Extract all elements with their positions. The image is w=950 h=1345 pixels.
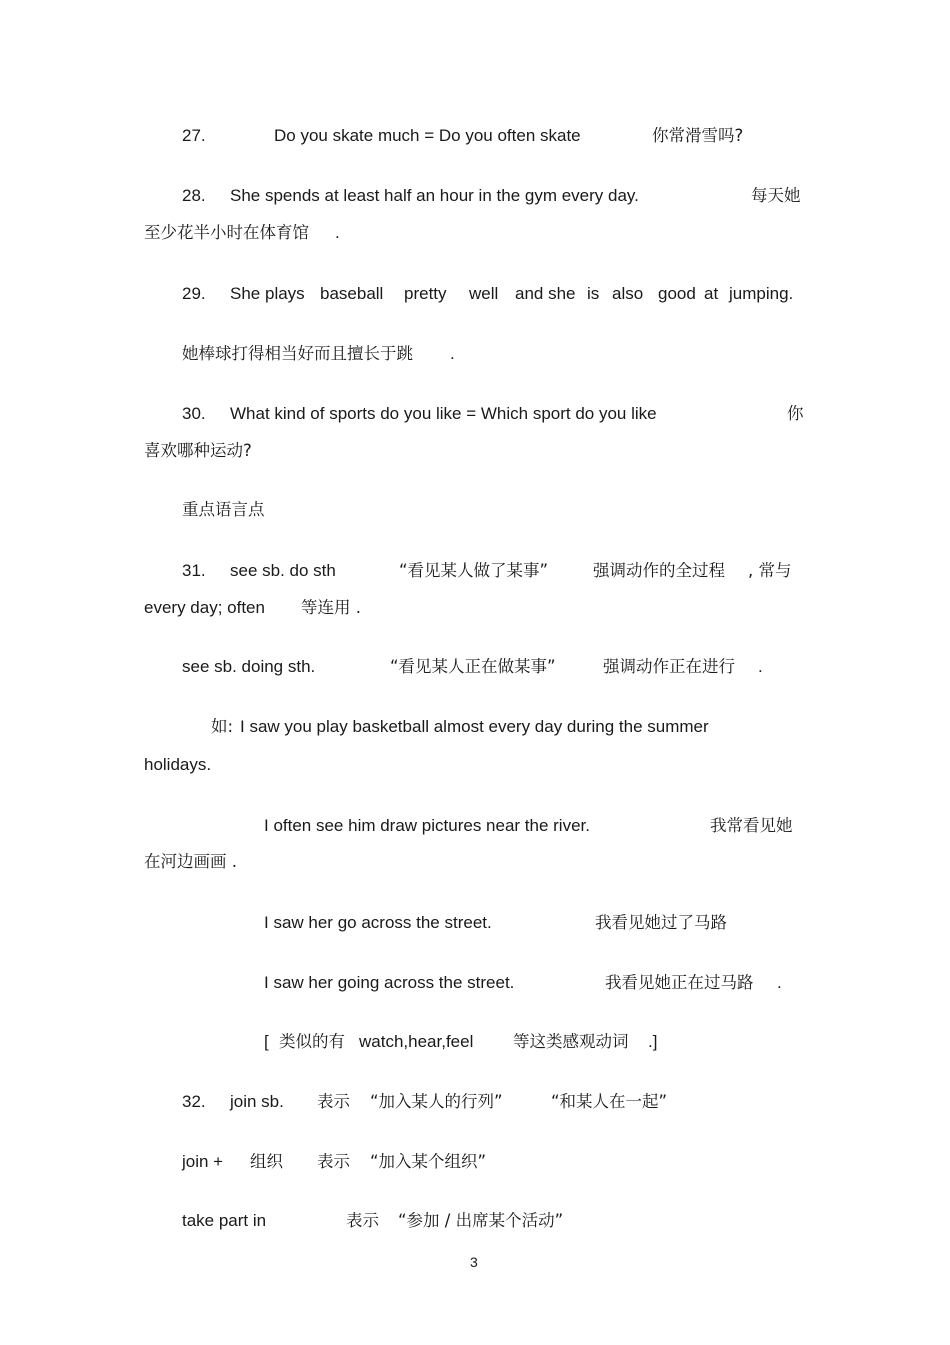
example-sentence-cont: holidays. xyxy=(144,755,212,774)
chinese-translation: 我看见她正在过马路 xyxy=(605,973,754,992)
phrase: join sb. xyxy=(230,1092,284,1111)
word: is xyxy=(587,284,600,303)
means-label: 表示 xyxy=(346,1211,379,1230)
bracket-verbs: watch,hear,feel xyxy=(359,1032,474,1051)
bracket-note: 等这类感观动词 xyxy=(513,1032,629,1051)
bracket-close: .] xyxy=(648,1032,658,1051)
section-heading: 重点语言点 xyxy=(182,500,265,519)
bracket-note: 类似的有 xyxy=(279,1032,345,1051)
phrase-object: 组织 xyxy=(250,1152,283,1171)
item-number: 32. xyxy=(182,1092,206,1111)
word: baseball xyxy=(320,284,384,303)
word: She xyxy=(230,284,261,303)
usage-note: 强调动作正在进行 xyxy=(603,657,735,676)
period: . xyxy=(335,223,340,242)
phrase-meaning: “看见某人正在做某事” xyxy=(390,657,556,676)
item-number: 27. xyxy=(182,126,206,145)
phrase-meaning: “加入某个组织” xyxy=(370,1152,487,1171)
phrase: every day; often xyxy=(144,598,265,617)
word: pretty xyxy=(404,284,447,303)
chinese-translation: 我看见她过了马路 xyxy=(595,913,727,932)
phrase: join + xyxy=(182,1152,224,1171)
english-sentence: What kind of sports do you like = Which sport do you like xyxy=(230,404,657,423)
chinese-translation-cont: 喜欢哪种运动? xyxy=(144,441,252,460)
word: and she xyxy=(515,284,576,303)
page-number: 3 xyxy=(470,1254,478,1270)
phrase-meaning: “参加 / 出席某个活动” xyxy=(398,1211,564,1230)
example-sentence: I saw you play basketball almost every day during the summer xyxy=(240,717,709,736)
item-number: 30. xyxy=(182,404,206,423)
word: at xyxy=(704,284,719,303)
chinese-translation: 你常滑雪吗? xyxy=(652,126,744,145)
english-sentence: She spends at least half an hour in the gym every day. xyxy=(230,186,639,205)
example-sentence: I saw her go across the street. xyxy=(264,913,492,932)
chinese-translation: 她棒球打得相当好而且擅长于跳 xyxy=(182,344,413,363)
chinese-translation: 你 xyxy=(787,404,804,423)
word: well xyxy=(469,284,499,303)
item-number: 29. xyxy=(182,284,206,303)
phrase-meaning: “加入某人的行列” xyxy=(370,1092,503,1111)
phrase: take part in xyxy=(182,1211,267,1230)
period: . xyxy=(450,344,455,363)
word: good xyxy=(658,284,696,303)
phrase: see sb. do sth xyxy=(230,561,336,580)
example-label: 如: xyxy=(211,717,234,736)
item-number: 31. xyxy=(182,561,206,580)
means-label: 表示 xyxy=(317,1152,350,1171)
chinese-translation: 每天她 xyxy=(751,186,801,205)
word: jumping. xyxy=(729,284,794,303)
example-sentence: I often see him draw pictures near the river. xyxy=(264,816,590,835)
item-number: 28. xyxy=(182,186,206,205)
example-sentence: I saw her going across the street. xyxy=(264,973,515,992)
english-sentence: Do you skate much = Do you often skate xyxy=(274,126,581,145)
phrase-meaning: “和某人在一起” xyxy=(551,1092,668,1111)
usage-note-cont: , 常与 xyxy=(748,561,792,580)
chinese-translation: 我常看见她 xyxy=(710,816,793,835)
phrase: see sb. doing sth. xyxy=(182,657,316,676)
usage-note: 强调动作的全过程 xyxy=(593,561,725,580)
word: also xyxy=(612,284,644,303)
period: . xyxy=(777,973,782,992)
chinese-translation-cont: 至少花半小时在体育馆 xyxy=(144,223,309,242)
word: plays xyxy=(265,284,305,303)
chinese-translation-cont: 在河边画画 . xyxy=(144,852,237,871)
usage-note: 等连用 . xyxy=(301,598,361,617)
period: . xyxy=(758,657,763,676)
means-label: 表示 xyxy=(317,1092,350,1111)
bracket-open: [ xyxy=(264,1032,269,1051)
phrase-meaning: “看见某人做了某事” xyxy=(399,561,549,580)
